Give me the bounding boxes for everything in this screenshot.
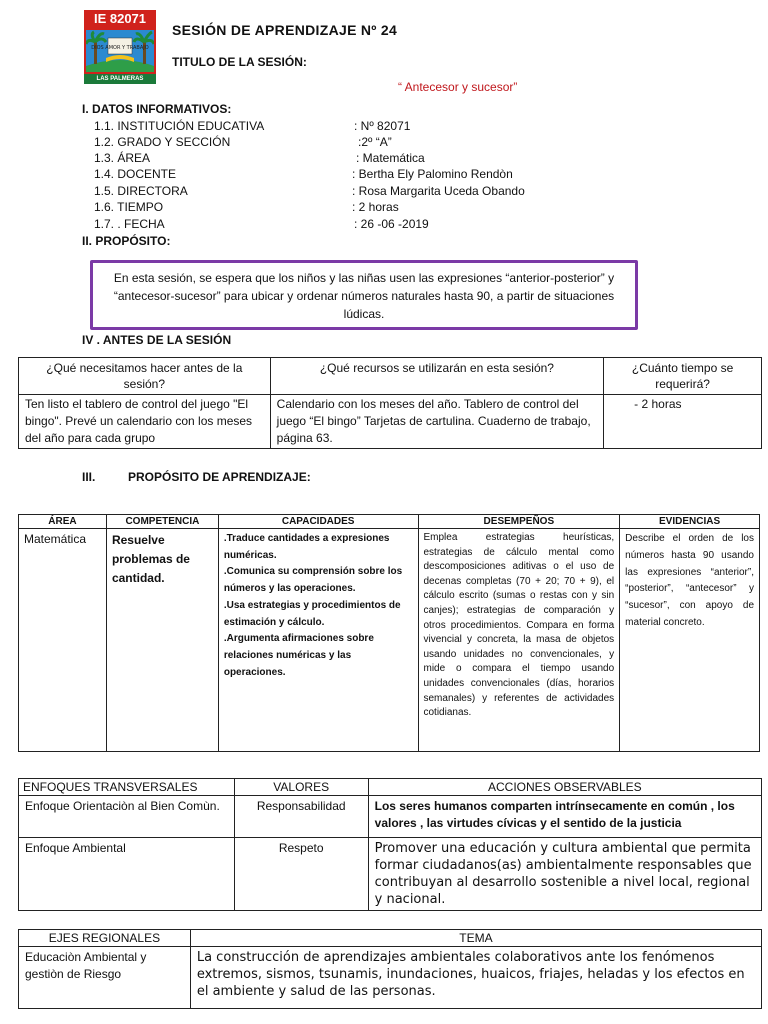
column-header: ¿Qué necesitamos hacer antes de la sesión? xyxy=(19,358,271,395)
valor-cell: Responsabilidad xyxy=(234,796,368,838)
session-title-label: TITULO DE LA SESIÓN: xyxy=(172,55,307,69)
evidencias-cell: Describe el orden de los números hasta 90 usando las expresiones “anterior”, “posterior”, “antecesor” y “sucesor”, con apoyo de material concreto. xyxy=(620,529,760,752)
logo-banner: LAS PALMERAS xyxy=(84,74,156,84)
logo-label: IE 82071 xyxy=(84,10,156,28)
datos-value: : Rosa Margarita Uceda Obando xyxy=(352,184,525,198)
aprendizaje-num: III. xyxy=(82,470,96,484)
column-header: CAPACIDADES xyxy=(218,515,418,529)
school-logo xyxy=(84,10,156,84)
datos-label: 1.6. TIEMPO xyxy=(94,200,164,214)
column-header: ¿Cuánto tiempo se requerirá? xyxy=(604,358,762,395)
column-header: TEMA xyxy=(190,930,761,947)
column-header: ACCIONES OBSERVABLES xyxy=(368,779,761,796)
column-header: EVIDENCIAS xyxy=(620,515,760,529)
aprendizaje-heading: PROPÓSITO DE APRENDIZAJE: xyxy=(128,470,311,484)
tema-cell: La construcción de aprendizajes ambientales colaborativos ante los fenómenos extremos, sismos, tsunamis, inundaciones, huaicos, friajes, heladas y los efectos en el ambiente y salud de las personas. xyxy=(190,947,761,1009)
datos-label: 1.3. ÁREA xyxy=(94,151,151,165)
antes-heading: IV . ANTES DE LA SESIÓN xyxy=(82,333,232,347)
capacidades-cell xyxy=(218,529,418,752)
accion-cell: Los seres humanos comparten intrínsecamente en común , los valores , las virtudes cívicas y el sentido de la justicia xyxy=(368,796,761,838)
valor-cell: Respeto xyxy=(234,838,368,911)
logo-motto: DIOS AMOR Y TRABAJO xyxy=(91,45,149,51)
datos-label: 1.2. GRADO Y SECCIÓN xyxy=(94,135,231,149)
antes-table xyxy=(18,357,762,449)
logo-emblem xyxy=(84,28,156,74)
column-header: COMPETENCIA xyxy=(106,515,218,529)
datos-heading: I. DATOS INFORMATIVOS: xyxy=(82,102,232,116)
enfoque-cell: Enfoque Ambiental xyxy=(19,838,235,911)
datos-label: 1.7. . FECHA xyxy=(94,217,165,231)
table-cell: Calendario con los meses del año. Tablero de control del juego “El bingo” Tarjetas de cartulina. Cuaderno de trabajo, página 63. xyxy=(270,395,603,449)
column-header: ¿Qué recursos se utilizarán en esta sesión? xyxy=(270,358,603,395)
palm-tree-icon xyxy=(86,30,154,72)
column-header: EJES REGIONALES xyxy=(19,930,191,947)
datos-value: : Bertha Ely Palomino Rendòn xyxy=(352,167,513,181)
table-cell: Ten listo el tablero de control del juego "El bingo". Prevé un calendario con los meses del año para cada grupo xyxy=(19,395,271,449)
eje-cell: Educaciòn Ambiental y gestiòn de Riesgo xyxy=(19,947,191,1009)
session-name: “ Antecesor y sucesor” xyxy=(398,80,518,94)
datos-value: : 26 -06 -2019 xyxy=(354,217,429,231)
datos-label: 1.5. DIRECTORA xyxy=(94,184,188,198)
datos-value: : Nº 82071 xyxy=(354,119,411,133)
column-header: DESEMPEÑOS xyxy=(418,515,620,529)
datos-label: 1.1. INSTITUCIÓN EDUCATIVA xyxy=(94,119,265,133)
accion-cell: Promover una educación y cultura ambiental que permita formar ciudadanos(as) ambientalmente responsables que contribuyan al desarrollo sostenible a nivel local, regional y nacional. xyxy=(368,838,761,911)
datos-value: : 2 horas xyxy=(352,200,399,214)
capacidad-item: .Usa estrategias y procedimientos de estimación y cálculo. xyxy=(223,599,401,628)
datos-value: : Matemática xyxy=(356,151,425,165)
page-title: SESIÓN DE APRENDIZAJE Nº 24 xyxy=(172,22,398,38)
area-cell: Matemática xyxy=(19,529,107,752)
proposito-heading: II. PROPÓSITO: xyxy=(82,234,171,248)
purpose-box: En esta sesión, se espera que los niños y las niñas usen las expresiones “anterior-posterior” y “antecesor-sucesor” para ubicar y ordenar números naturales hasta 90, a partir de situaciones lúdicas. xyxy=(90,260,638,330)
column-header: ENFOQUES TRANSVERSALES xyxy=(19,779,235,796)
column-header: VALORES xyxy=(234,779,368,796)
datos-value: :2º “A” xyxy=(358,135,392,149)
enfoques-table xyxy=(18,778,762,911)
desempenos-cell: Emplea estrategias heurísticas, estrategias de cálculo mental como descomposiciones aditivas o el uso de decenas completas (70 + 20; 70 + 9), el cálculo escrito (sumas o restas con y sin canjes); estrategias de comparación y otros procedimientos. Compara en forma vivencial y concreta, la masa de objetos usando unidades no convencionales, y mide o compara el tiempo usando unidades convencionales (días, horarios semanales) y referentes de actividades cotidianas. xyxy=(418,529,620,752)
capacidad-item: .Argumenta afirmaciones sobre relaciones numéricas y las operaciones. xyxy=(223,633,374,678)
aprendizaje-table xyxy=(18,514,760,752)
ejes-table xyxy=(18,929,762,1009)
table-cell: - 2 horas xyxy=(604,395,762,449)
column-header: ÁREA xyxy=(19,515,107,529)
capacidad-item: .Traduce cantidades a expresiones numéricas. xyxy=(223,533,390,561)
capacidad-item: .Comunica su comprensión sobre los números y las operaciones. xyxy=(223,566,403,595)
competencia-cell: Resuelve problemas de cantidad. xyxy=(106,529,218,752)
enfoque-cell: Enfoque Orientaciòn al Bien Comùn. xyxy=(19,796,235,838)
datos-label: 1.4. DOCENTE xyxy=(94,167,177,181)
